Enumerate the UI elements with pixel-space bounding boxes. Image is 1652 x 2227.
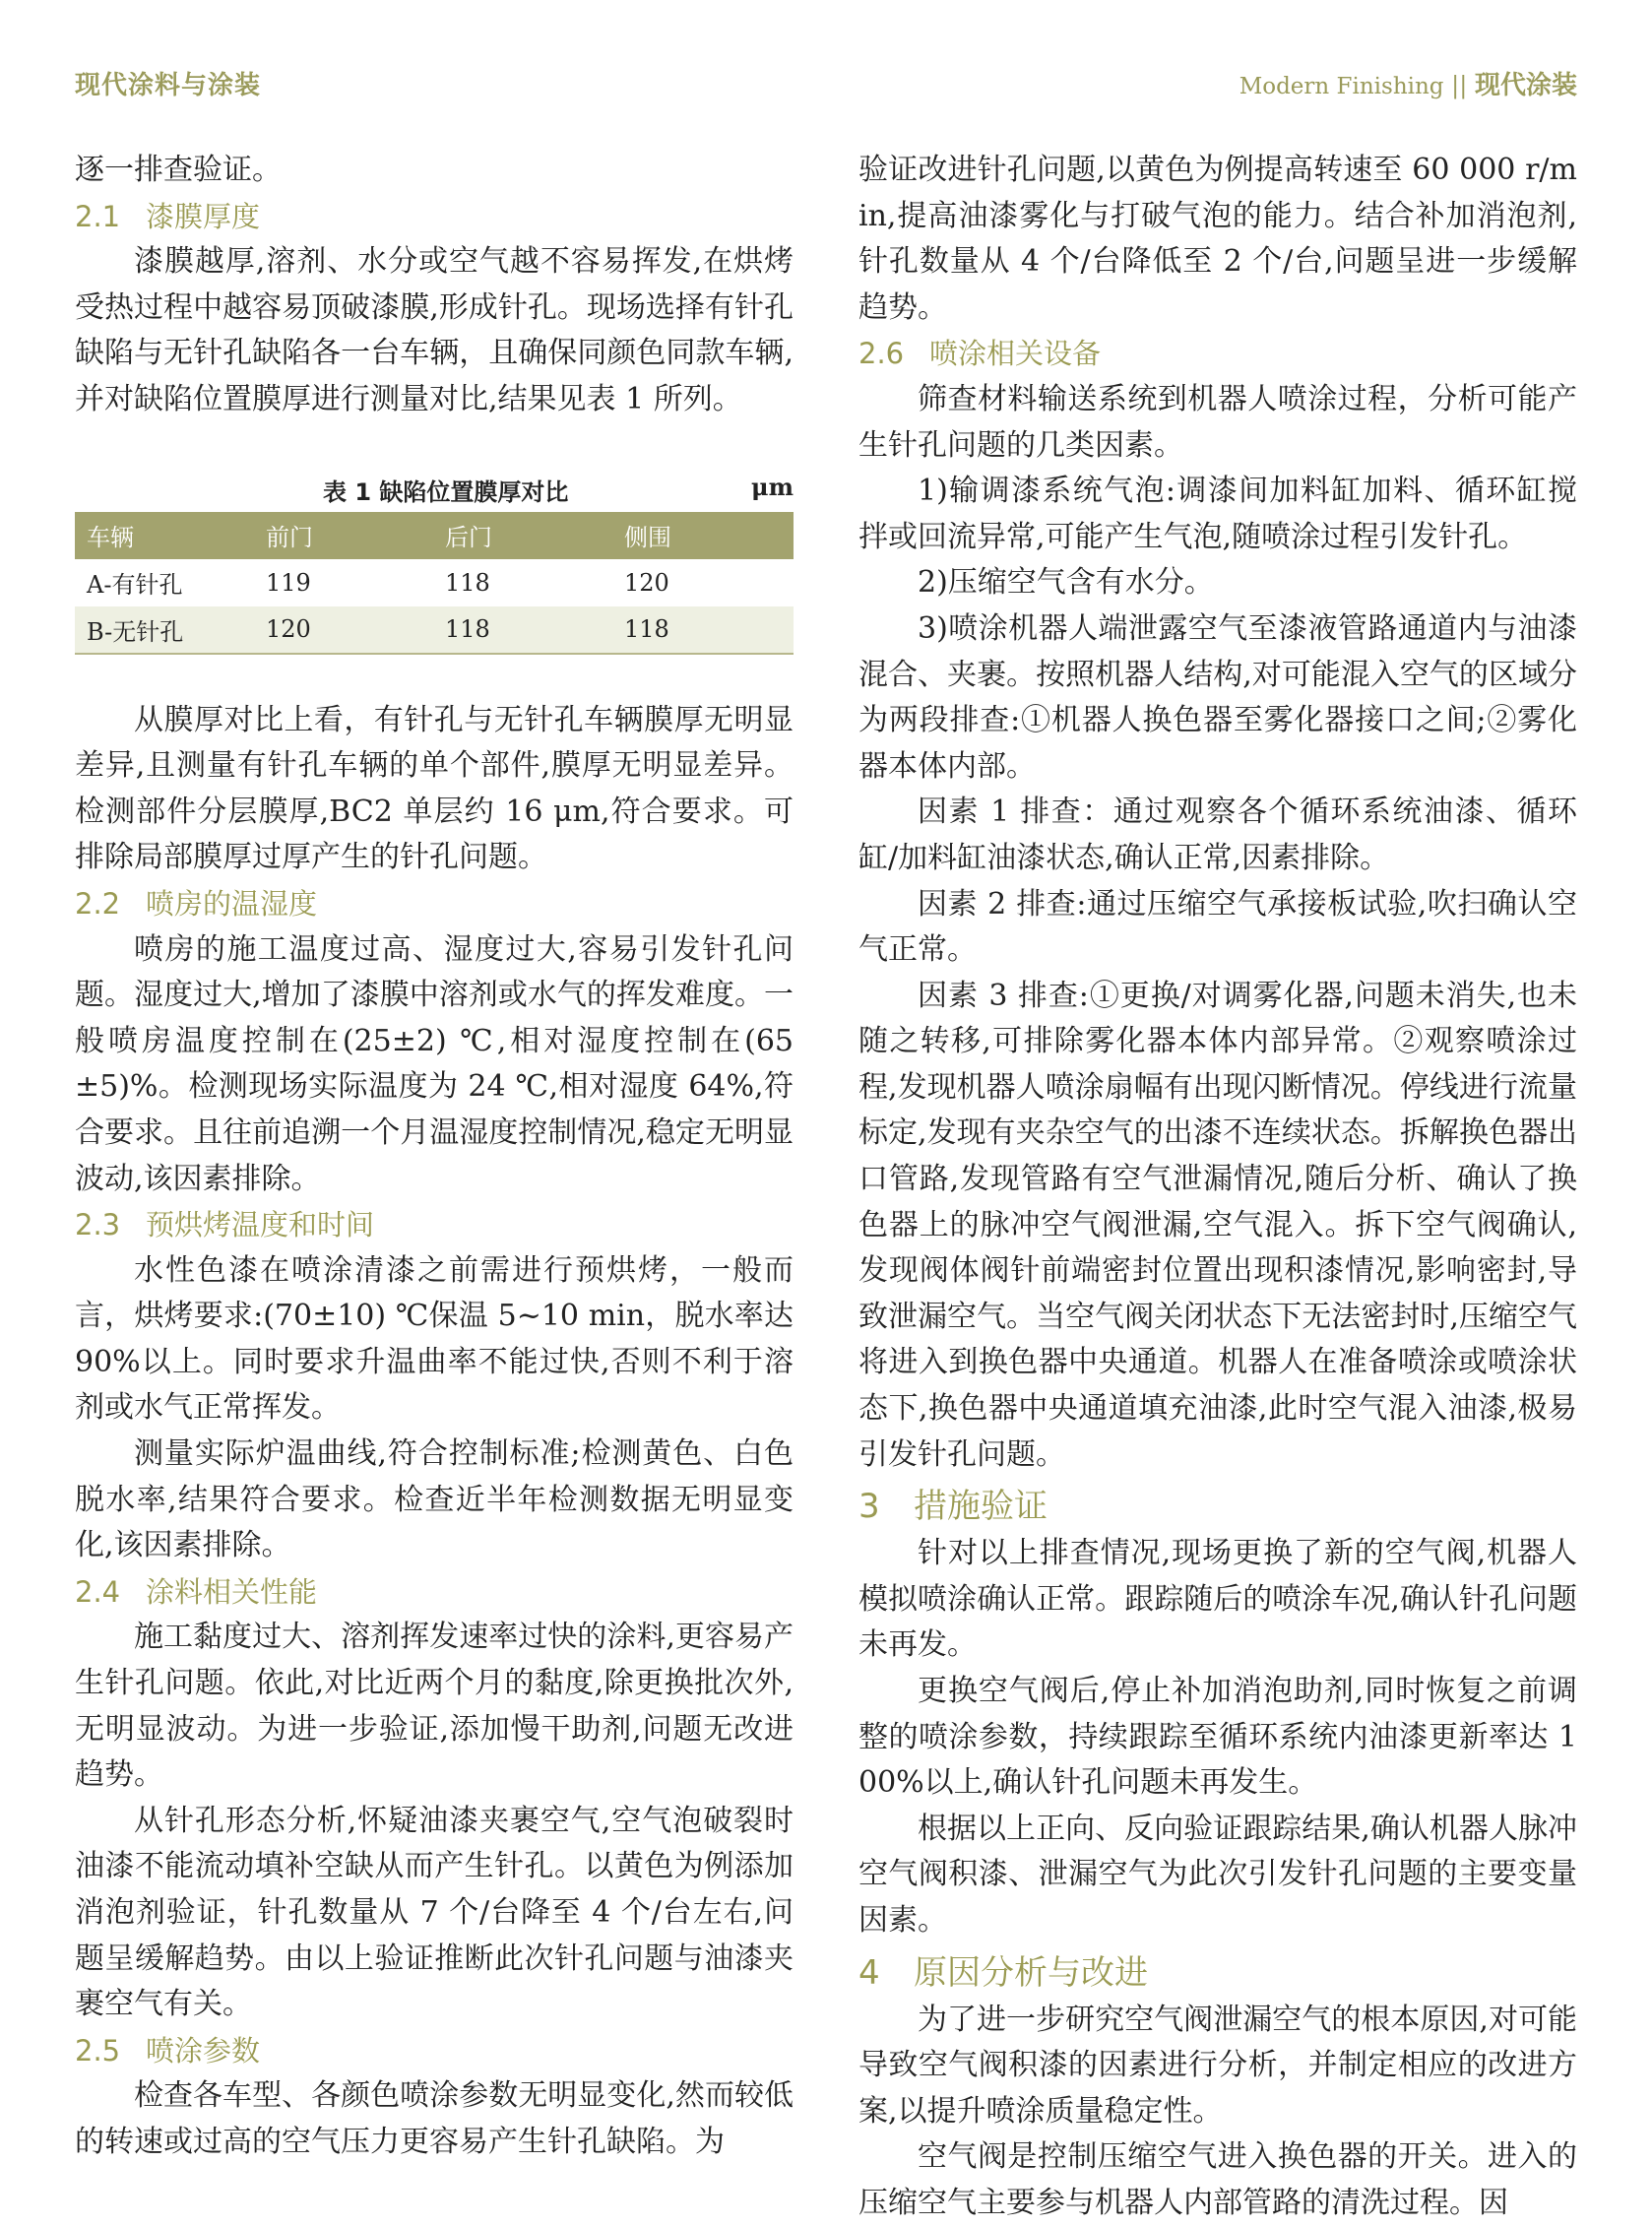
paragraph: 1)输调漆系统气泡:调漆间加料缸加料、循环缸搅拌或回流异常,可能产生气泡,随喷涂过程引发针孔。 [858, 474, 1577, 554]
section-number: 4 [858, 1952, 880, 1993]
section-title: 喷房的温湿度 [146, 886, 318, 921]
section-number: 2.2 [75, 886, 121, 921]
table-cell: 119 [266, 568, 311, 597]
section-heading-2-2 [75, 881, 794, 927]
section-heading-4 [858, 1948, 1577, 1998]
section-title: 涂料相关性能 [146, 1574, 318, 1609]
table-cell: 120 [266, 615, 311, 644]
left-column [75, 148, 794, 2166]
table-caption: 表 1 缺陷位置膜厚对比 [323, 477, 569, 506]
right-column [858, 148, 1577, 2227]
paragraph: 空气阀是控制压缩空气进入换色器的开关。进入的压缩空气主要参与机器人内部管路的清洗过程。因 [858, 2139, 1577, 2220]
paragraph: 因素 1 排查：通过观察各个循环系统油漆、循环缸/加料缸油漆状态,确认正常,因素排除。 [858, 795, 1577, 875]
table-cell: 118 [624, 615, 669, 644]
paragraph: 检查各车型、各颜色喷涂参数无明显变化,然而较低的转速或过高的空气压力更容易产生针孔缺陷。为 [75, 2078, 794, 2159]
page-header [0, 0, 1652, 118]
paragraph: 验证改进针孔问题,以黄色为例提高转速至 60 000 r/min,提高油漆雾化与打破气泡的能力。结合补加消泡剂,针孔数量从 4 个/台降低至 2 个/台,问题呈进一步缓解趋势。 [858, 153, 1577, 325]
header-cell: 前门 [266, 524, 313, 552]
journal-name-chinese: 现代涂装 [1474, 71, 1577, 100]
section-title: 漆膜厚度 [146, 199, 261, 233]
section-number: 2.6 [858, 337, 905, 371]
section-title: 喷涂相关设备 [929, 337, 1102, 371]
section-number: 2.5 [75, 2033, 121, 2068]
header-cell: 车辆 [87, 524, 134, 552]
table-cell: 118 [445, 568, 490, 597]
table-row [75, 606, 794, 654]
paragraph: 因素 3 排查:①更换/对调雾化器,问题未消失,也未随之转移,可排除雾化器本体内部异常。②观察喷涂过程,发现机器人喷涂扇幅有出现闪断情况。停线进行流量标定,发现有夹杂空气的出漆不连续状态。拆解换色器出口管路,发现管路有空气泄漏情况,随后分析、确认了换色器上的脉冲空气阀泄漏,空气混入。拆下空气阀确认,发现阀体阀针前端密封位置出现积漆情况,影响密封,导致泄漏空气。当空气阀关闭状态下无法密封时,压缩空气将进入到换色器中央通道。机器人在准备喷涂或喷涂状态下,换色器中央通道填充油漆,此时空气混入油漆,极易引发针孔问题。 [858, 978, 1577, 1472]
section-number: 2.4 [75, 1574, 121, 1609]
section-heading-3 [858, 1482, 1577, 1531]
table-header-row [75, 512, 794, 559]
header-cell: 后门 [445, 524, 492, 552]
table-row [75, 559, 794, 606]
paragraph: 为了进一步研究空气阀泄漏空气的根本原因,对可能导致空气阀积漆的因素进行分析，并制定相应的改进方案,以提升喷涂质量稳定性。 [858, 2002, 1577, 2129]
paragraph: 逐一排查验证。 [75, 153, 282, 187]
section-heading-2-6 [858, 331, 1577, 377]
table-cell: B-无针孔 [87, 617, 184, 646]
paragraph: 测量实际炉温曲线,符合控制标准;检测黄色、白色脱水率,结果符合要求。检查近半年检测数据无明显变化,该因素排除。 [75, 1436, 794, 1563]
paragraph: 3)喷涂机器人端泄露空气至漆液管路通道内与油漆混合、夹裹。按照机器人结构,对可能混入空气的区域分为两段排查:①机器人换色器至雾化器接口之间;②雾化器本体内部。 [858, 610, 1577, 784]
paragraph: 从膜厚对比上看，有针孔与无针孔车辆膜厚无明显差异,且测量有针孔车辆的单个部件,膜厚无明显差异。检测部件分层膜厚,BC2 单层约 16 μm,符合要求。可排除局部膜厚过厚产生的针孔问题。 [75, 702, 794, 875]
table-caption-row [75, 467, 794, 512]
paragraph: 水性色漆在喷涂清漆之前需进行预烘烤，一般而言，烘烤要求:(70±10) ℃保温 5~10 min，脱水率达 90%以上。同时要求升温曲率不能过快,否则不利于溶剂或水气正常挥发。 [75, 1252, 794, 1426]
header-separator: || [1451, 72, 1468, 99]
table-unit: μm [751, 472, 794, 501]
header-cell: 侧围 [624, 524, 671, 552]
paragraph: 筛查材料输送系统到机器人喷涂过程，分析可能产生针孔问题的几类因素。 [858, 381, 1577, 463]
section-title: 预烘烤温度和时间 [146, 1208, 375, 1242]
paragraph: 针对以上排查情况,现场更换了新的空气阀,机器人模拟喷涂确认正常。跟踪随后的喷涂车况,确认针孔问题未再发。 [858, 1536, 1577, 1663]
paragraph: 因素 2 排查:通过压缩空气承接板试验,吹扫确认空气正常。 [858, 886, 1577, 968]
thickness-table [75, 512, 794, 655]
section-heading-2-5 [75, 2028, 794, 2074]
journal-name-right [1239, 65, 1577, 101]
section-title: 措施验证 [914, 1487, 1048, 1527]
section-number: 3 [858, 1487, 880, 1527]
paragraph: 根据以上正向、反向验证跟踪结果,确认机器人脉冲空气阀积漆、泄漏空气为此次引发针孔问题的主要变量因素。 [858, 1811, 1577, 1938]
section-number: 2.3 [75, 1208, 121, 1242]
table-cell: 118 [445, 615, 490, 644]
section-heading-2-3 [75, 1202, 794, 1248]
section-heading-2-1 [75, 194, 794, 240]
paragraph: 更换空气阀后,停止补加消泡助剂,同时恢复之前调整的喷涂参数，持续跟踪至循环系统内油漆更新率达 100%以上,确认针孔问题未再发生。 [858, 1674, 1577, 1801]
paragraph: 施工黏度过大、溶剂挥发速率过快的涂料,更容易产生针孔问题。依此,对比近两个月的黏度,除更换批次外,无明显波动。为进一步验证,添加慢干助剂,问题无改进趋势。 [75, 1620, 794, 1793]
journal-name-left: 现代涂料与涂装 [75, 71, 262, 100]
journal-name-english: Modern Finishing [1239, 74, 1444, 99]
paragraph: 漆膜越厚,溶剂、水分或空气越不容易挥发,在烘烤受热过程中越容易顶破漆膜,形成针孔。现场选择有针孔缺陷与无针孔缺陷各一台车辆，且确保同颜色同款车辆,并对缺陷位置膜厚进行测量对比,结果见表 1 所列。 [75, 244, 794, 416]
paragraph: 2)压缩空气含有水分。 [918, 565, 1214, 601]
table-1 [75, 467, 794, 655]
section-number: 2.1 [75, 199, 121, 233]
paragraph: 喷房的施工温度过高、湿度过大,容易引发针孔问题。湿度过大,增加了漆膜中溶剂或水气的挥发难度。一般喷房温度控制在(25±2) ℃,相对湿度控制在(65±5)%。检测现场实际温度为 24 ℃,相对湿度 64%,符合要求。且往前追溯一个月温湿度控制情况,稳定无明显波动,该因素排除。 [75, 931, 794, 1196]
section-heading-2-4 [75, 1569, 794, 1616]
section-title: 原因分析与改进 [914, 1952, 1148, 1993]
table-cell: A-有针孔 [87, 571, 183, 600]
table-cell: 120 [624, 568, 669, 597]
section-title: 喷涂参数 [146, 2033, 261, 2068]
paragraph: 从针孔形态分析,怀疑油漆夹裹空气,空气泡破裂时油漆不能流动填补空缺从而产生针孔。以黄色为例添加消泡剂验证，针孔数量从 7 个/台降至 4 个/台左右,问题呈缓解趋势。由以上验证推断此次针孔问题与油漆夹裹空气有关。 [75, 1803, 794, 2022]
